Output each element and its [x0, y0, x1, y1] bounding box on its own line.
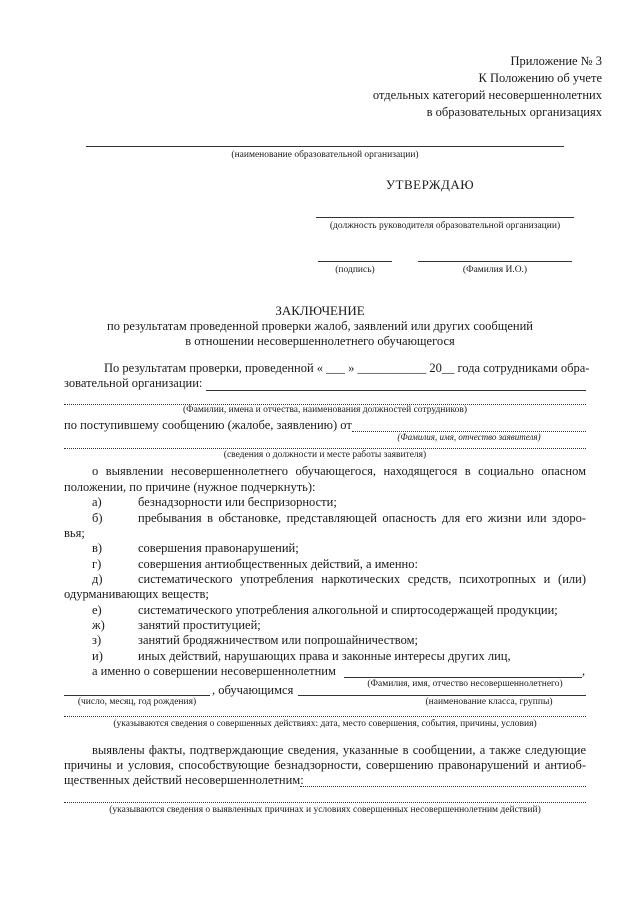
reason-letter: и) — [92, 649, 103, 663]
document-title: ЗАКЛЮЧЕНИЕ — [275, 303, 365, 318]
reason-item[interactable]: занятий бродяжничеством или попрошайничеством; — [138, 633, 419, 647]
reason-letter: б) — [92, 511, 103, 525]
check-intro-start: По результатам проверки, проведенной « — [104, 361, 324, 375]
reason-letter: в) — [92, 541, 103, 555]
reason-item[interactable]: совершения антиобщественных действий, а именно: — [138, 557, 418, 571]
check-intro-quote: » — [348, 361, 355, 375]
comma: , — [582, 664, 586, 678]
causes-caption: (указываются сведения о выявленных причинах и условиях совершенных несовершеннолетним действий) — [109, 805, 541, 815]
reason-letter: а) — [92, 495, 102, 509]
minor-intro-line-1: о выявлении несовершеннолетнего обучающегося, находящегося в социально опасном — [92, 464, 586, 478]
reason-item[interactable]: совершения правонарушений; — [138, 541, 299, 555]
class-line[interactable] — [298, 695, 586, 696]
reason-item[interactable]: систематического употребления алкогольной и спиртосодержащей продукции; — [138, 603, 558, 617]
check-year-text: 20__ года сотрудниками обра- — [429, 361, 590, 375]
minor-intro-line-2: положении, по причине (нужное подчеркнуть): — [64, 480, 316, 494]
approver-position-caption: (должность руководителя образовательной организации) — [329, 221, 561, 231]
applicant-text: по поступившему сообщению (жалобе, заявлению) от — [64, 418, 352, 432]
minor-name-caption: (Фамилия, имя, отчество несовершеннолетнего) — [367, 679, 563, 689]
applicant-info-line[interactable] — [64, 448, 586, 449]
birth-date-caption: (число, месяц, год рождения) — [77, 697, 197, 707]
org-name-line[interactable] — [86, 146, 564, 147]
actions-caption: (указываются сведения о совершенных действиях: дата, место совершения, события, причины, условия) — [113, 719, 537, 729]
org-name-caption: (наименование образовательной организации) — [231, 150, 419, 160]
reason-letter: ж) — [92, 618, 105, 632]
appendix-line-3: отдельных категорий несовершеннолетних — [372, 88, 602, 102]
appendix-number: Приложение № 3 — [510, 54, 602, 68]
actions-line[interactable] — [64, 716, 586, 717]
findings-line-3: щественных действий несовершеннолетним: — [64, 773, 304, 787]
findings-line-1: выявлены факты, подтверждающие сведения, указанные в сообщении, а также следующие — [92, 743, 586, 757]
appendix-line-2: К Положению об учете — [478, 71, 602, 85]
check-day-field[interactable]: ___ — [326, 361, 345, 375]
class-caption: (наименование класса, группы) — [425, 697, 553, 707]
birth-date-line[interactable] — [64, 695, 210, 696]
minor-name-line[interactable] — [344, 677, 582, 678]
check-month-field[interactable]: ___________ — [357, 361, 427, 375]
appendix-line-4: в образовательных организациях — [426, 105, 602, 119]
minor-offense-text: а именно о совершении несовершеннолетним — [92, 664, 336, 678]
reason-letter: е) — [92, 603, 102, 617]
staff-caption: (Фамилии, имена и отчества, наименования должностей сотрудников) — [182, 405, 468, 415]
causes-line-2[interactable] — [64, 802, 586, 803]
reason-letter: г) — [92, 557, 102, 571]
reason-item[interactable]: систематического употребления наркотических средств, психотропных и (или) — [138, 572, 586, 586]
reason-item[interactable]: безнадзорности или беспризорности; — [138, 495, 337, 509]
applicant-name-caption: (Фамилия, имя, отчество заявителя) — [397, 432, 541, 442]
reason-letter: з) — [92, 633, 102, 647]
approver-name-line[interactable] — [418, 261, 572, 262]
approver-position-line[interactable] — [316, 217, 574, 218]
approver-name-caption: (Фамилия И.О.) — [462, 265, 528, 275]
document-subtitle-1: по результатам проведенной проверки жалоб, заявлений или других сообщений — [107, 319, 533, 333]
applicant-info-caption: (сведения о должности и месте работы заявителя) — [223, 450, 427, 460]
reason-item[interactable]: пребывания в обстановке, представляющей опасность для его жизни или здоро- — [138, 511, 586, 525]
studying-text: , обучающимся — [212, 683, 294, 697]
reason-item[interactable]: занятий проституцией; — [138, 618, 261, 632]
reason-letter: д) — [92, 572, 103, 586]
reason-item-continuation: вья; — [64, 526, 85, 540]
signature-line[interactable] — [318, 261, 392, 262]
staff-line-1[interactable] — [206, 390, 586, 391]
reason-item[interactable]: иных действий, нарушающих права и законные интересы других лиц, — [138, 649, 511, 663]
approve-title: УТВЕРЖДАЮ — [385, 177, 475, 192]
signature-caption: (подпись) — [335, 265, 375, 275]
causes-line-1[interactable] — [300, 786, 586, 787]
check-intro-continuation: зовательной организации: — [64, 376, 203, 390]
reason-item-continuation: одурманивающих веществ; — [64, 587, 209, 601]
findings-line-2: причины и условия, способствующие безнадзорности, совершению правонарушений и антиоб- — [64, 758, 586, 772]
check-intro-text — [104, 361, 589, 376]
document-subtitle-2: в отношении несовершеннолетнего обучающегося — [185, 334, 455, 348]
